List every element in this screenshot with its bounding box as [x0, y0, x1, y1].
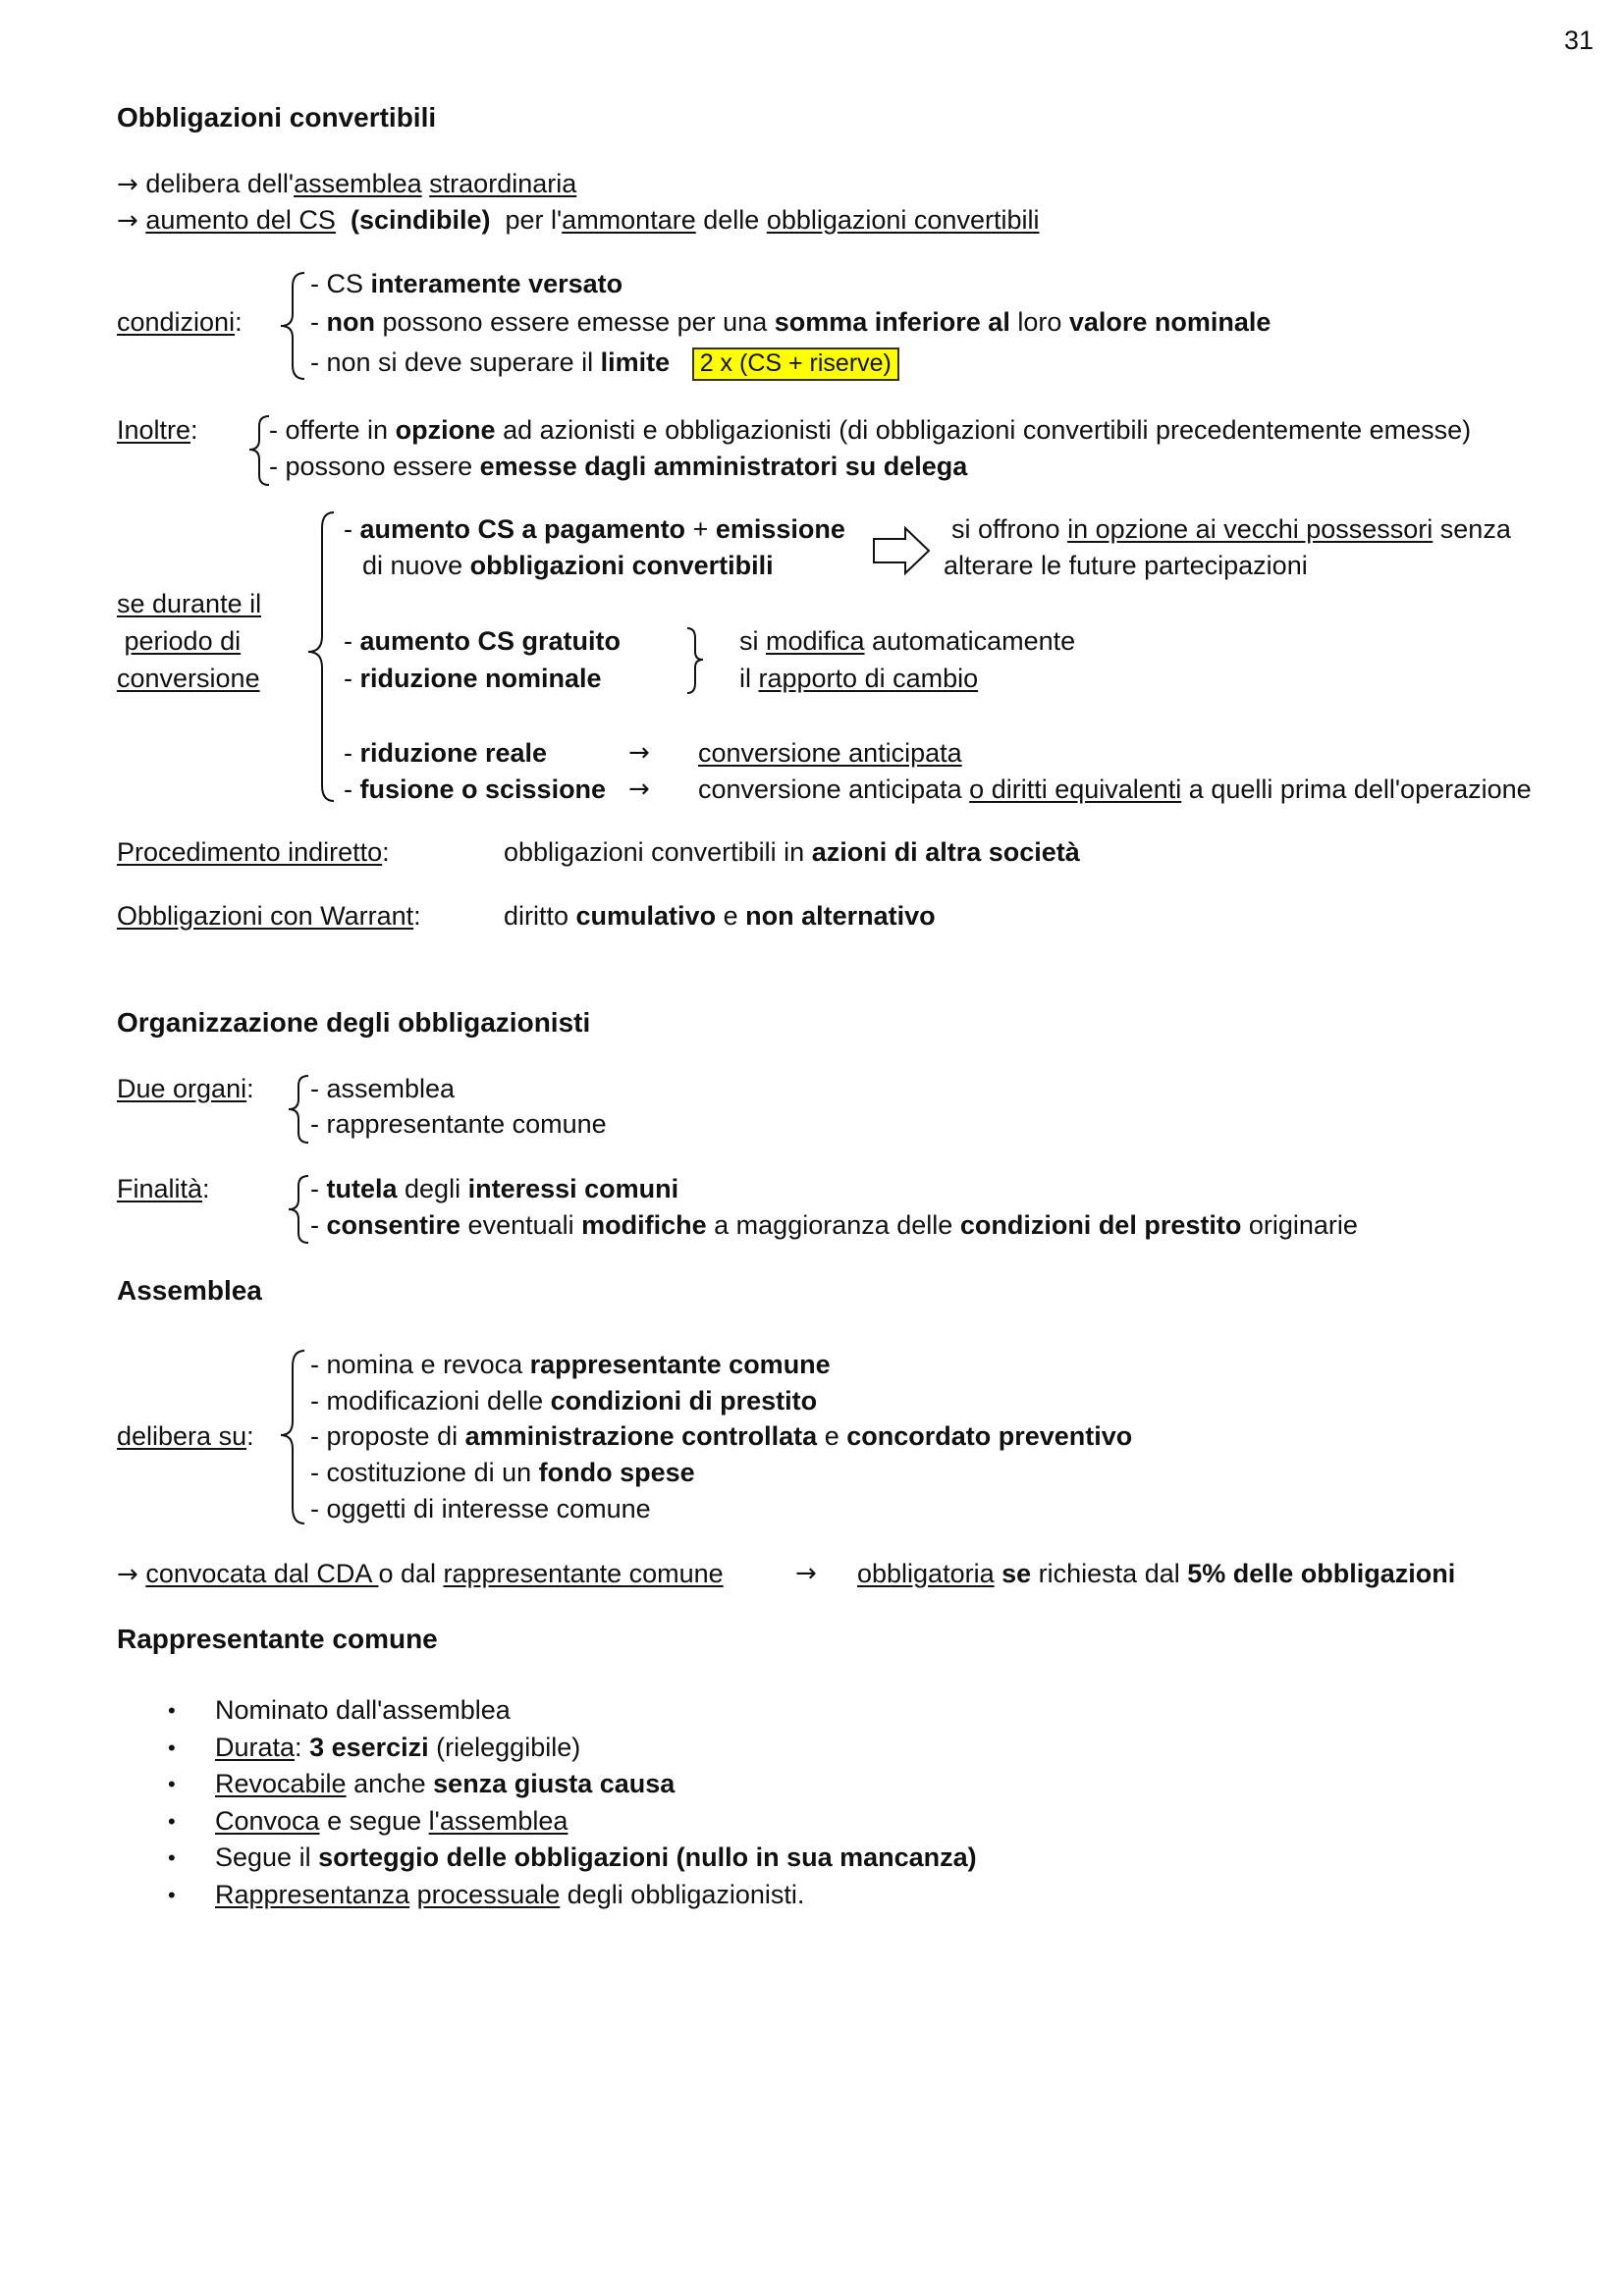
delibera-item-4: - costituzione di un fondo spese [310, 1458, 695, 1487]
finalita-item-1: - tutela degli interessi comuni [310, 1174, 679, 1203]
curly-brace-icon [275, 267, 314, 385]
delibera-item-3: - proposte di amministrazione controllata e concordato preventivo [310, 1421, 1133, 1451]
finalita-label: Finalità: [117, 1174, 210, 1203]
delibera-item-1: - nomina e revoca rappresentante comune [310, 1350, 831, 1379]
convocazione-line: → convocata dal CDA o dal rappresentante comune [117, 1559, 724, 1589]
warrant-label: Obbligazioni con Warrant: [117, 901, 421, 931]
periodo-label-1: se durante il [117, 589, 262, 618]
delibera-su-label: delibera su: [117, 1421, 254, 1451]
periodo-label-3: conversione [117, 664, 260, 693]
condizione-item-3: - non si deve superare il limite 2 x (CS + riserve) [310, 346, 899, 380]
periodo-b2: - riduzione nominale [344, 664, 602, 693]
delibera-item-5: - oggetti di interesse comune [310, 1494, 651, 1523]
procedimento-indiretto-label: Procedimento indiretto: [117, 837, 390, 867]
periodo-c1: - riduzione reale [344, 738, 548, 768]
list-item: • Revocabile anche senza giusta causa [117, 1766, 977, 1803]
line-delibera: → delibera dell'assemblea straordinaria [117, 169, 577, 199]
finalita-item-2: - consentire eventuali modifiche a maggioranza delle condizioni del prestito originarie [310, 1210, 1358, 1240]
periodo-c2: - fusione o scissione [344, 774, 607, 804]
delibera-item-2: - modificazioni delle condizioni di prestito [310, 1386, 818, 1415]
section-title-organizzazione: Organizzazione degli obbligazionisti [117, 1007, 591, 1038]
highlighted-limit: 2 x (CS + riserve) [692, 347, 899, 381]
rappresentante-list [117, 1692, 977, 1913]
periodo-c2-result: conversione anticipata o diritti equivalenti a quelli prima dell'operazione [698, 774, 1532, 804]
list-item: • Durata: 3 esercizi (rieleggibile) [117, 1730, 977, 1767]
list-item: • Convoca e segue l'assemblea [117, 1803, 977, 1841]
condizioni-label: condizioni: [117, 307, 243, 337]
curly-brace-icon [300, 507, 344, 811]
right-brace-icon [683, 624, 709, 697]
inoltre-item-2: - possono essere emesse dagli amministratori su delega [269, 452, 968, 481]
inoltre-label: Inoltre: [117, 415, 198, 445]
periodo-label-2: periodo di [124, 626, 242, 656]
procedimento-indiretto-value: obbligazioni convertibili in azioni di altra società [504, 837, 1080, 867]
list-item: • Nominato dall'assemblea [117, 1692, 977, 1730]
line-aumento-cs: → aumento del CS (scindibile) per l'ammontare delle obbligazioni convertibili [117, 205, 1040, 236]
curly-brace-icon [275, 1345, 314, 1531]
right-arrow-icon: → [628, 738, 650, 768]
right-arrow-icon: → [117, 206, 138, 236]
inoltre-item-1: - offerte in opzione ad azionisti e obbligazionisti (di obbligazioni convertibili precedentemente emesse) [269, 415, 1472, 445]
block-arrow-icon [872, 525, 933, 576]
condizione-item-2: - non possono essere emesse per una somma inferiore al loro valore nominale [310, 307, 1271, 337]
list-item: • Rappresentanza processuale degli obbligazionisti. [117, 1877, 977, 1914]
right-arrow-icon: → [795, 1559, 817, 1588]
right-arrow-icon: → [117, 170, 138, 199]
subsection-title-rappresentante: Rappresentante comune [117, 1624, 438, 1654]
obbligatoria-line: obbligatoria se richiesta dal 5% delle obbligazioni [857, 1559, 1456, 1588]
periodo-a-result-1: si offrono in opzione ai vecchi possessori senza [951, 514, 1511, 544]
subsection-title-assemblea: Assemblea [117, 1275, 262, 1306]
right-arrow-icon: → [628, 774, 650, 804]
periodo-b-result-2: il rapporto di cambio [739, 664, 979, 693]
periodo-a2: di nuove obbligazioni convertibili [362, 551, 774, 580]
organo-assemblea: - assemblea [310, 1074, 456, 1103]
periodo-c1-result: conversione anticipata [698, 738, 962, 768]
warrant-value: diritto cumulativo e non alternativo [504, 901, 936, 931]
condizione-item-1: - CS interamente versato [310, 269, 623, 298]
section-title-obbligazioni-convertibili: Obbligazioni convertibili [117, 102, 437, 133]
list-item: • Segue il sorteggio delle obbligazioni (nullo in sua mancanza) [117, 1840, 977, 1877]
periodo-a1: - aumento CS a pagamento + emissione [344, 514, 845, 544]
periodo-a-result-2: alterare le future partecipazioni [944, 551, 1308, 580]
periodo-b1: - aumento CS gratuito [344, 626, 622, 656]
due-organi-label: Due organi: [117, 1074, 254, 1103]
periodo-b-result-1: si modifica automaticamente [739, 626, 1076, 656]
right-arrow-icon: → [117, 1560, 138, 1589]
page-number: 31 [1564, 26, 1595, 55]
organo-rappresentante: - rappresentante comune [310, 1109, 607, 1139]
